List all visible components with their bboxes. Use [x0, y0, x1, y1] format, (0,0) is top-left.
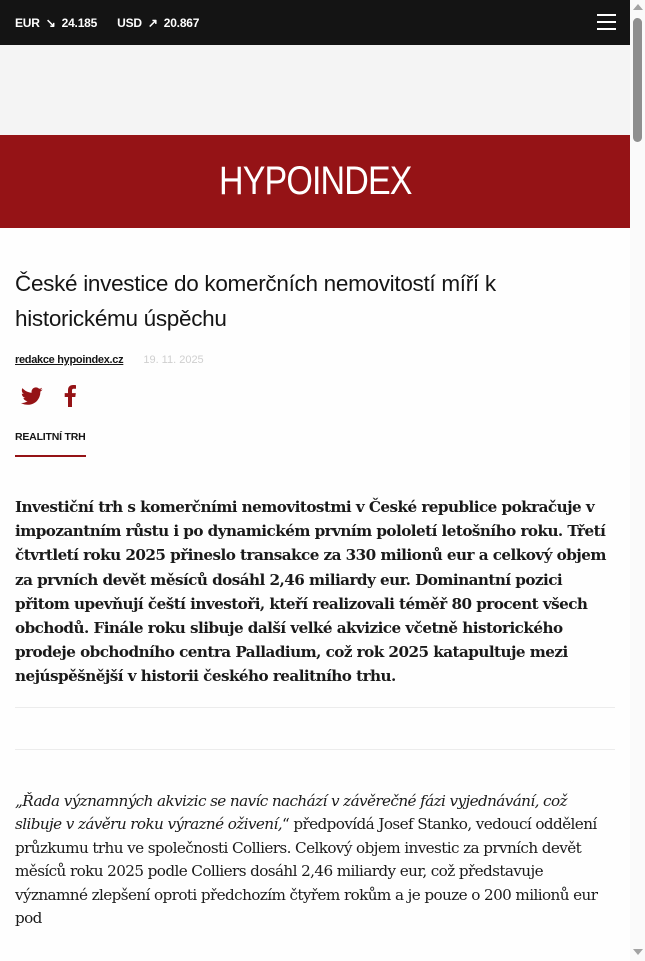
paragraph-text: “ předpovídá Josef Stanko, vedoucí oddělení průzkumu trhu ve společnosti Colliers. Celkový objem investic za prvních devět měsíců roku 2025 podle Colliers dosáhl 2,46 miliardy eur, což představuje významné zlepšení oproti předchozím čtyřem rokům a je pouze o 200 milionů eur pod: [15, 815, 598, 928]
scrollbar-thumb[interactable]: [633, 18, 642, 142]
brand-banner: [0, 135, 630, 228]
rate-value: 24.185: [61, 15, 98, 30]
scroll-down-arrow-icon[interactable]: [633, 949, 643, 955]
article-title: České investice do komerčních nemovitostí míří k historickému úspěchu: [15, 271, 496, 331]
article: [0, 266, 630, 931]
article-meta: [15, 354, 615, 366]
currency-label: USD: [117, 15, 142, 30]
exchange-rate-usd: [117, 16, 199, 30]
article-body-paragraph: [15, 790, 615, 931]
exchange-rate-eur: [15, 16, 97, 30]
site-logo[interactable]: HYPOINDEX: [218, 159, 412, 203]
currency-label: EUR: [15, 15, 40, 30]
divider: [15, 707, 615, 708]
top-bar: [0, 0, 630, 45]
article-perex: Investiční trh s komerčními nemovitostmi v České republice pokračuje v impozantním růstu i po dynamickém prvním pololetí letošního roku. Třetí čtvrtletí roku 2025 přineslo transakce za 330 milionů eur a celkový objem za prvních devět měsíců dosáhl 2,46 miliardy eur. Dominantní pozici přitom upevňují čeští investoři, kteří realizovali téměř 80 procent všech obchodů. Finále roku slibuje další velké akvizice včetně historického prodeje obchodního centra Palladium, což rok 2025 katapultuje mezi nejúspěšnější v historii českého realitního trhu.: [15, 498, 606, 686]
publish-date: 19. 11. 2025: [143, 354, 204, 366]
hamburger-menu-icon[interactable]: [597, 14, 616, 30]
rate-value: 20.867: [163, 15, 200, 30]
vertical-scrollbar[interactable]: [630, 0, 645, 961]
divider: [15, 749, 615, 750]
quote: „Řada významných akvizic se navíc nachází v závěrečné fázi vyjednávání, což slibuje v závěru roku výrazné oživení,: [15, 791, 567, 834]
twitter-icon[interactable]: [21, 385, 43, 407]
author-link[interactable]: redakce hypoindex.cz: [15, 354, 124, 366]
scroll-up-arrow-icon[interactable]: [633, 4, 643, 10]
arrow-down-right-icon: ↘: [45, 15, 56, 30]
category-tag[interactable]: REALITNÍ TRH: [15, 431, 86, 457]
arrow-up-right-icon: ↗: [147, 15, 158, 30]
ad-space: [0, 45, 630, 135]
social-share: [15, 384, 615, 408]
facebook-icon[interactable]: [59, 385, 81, 407]
